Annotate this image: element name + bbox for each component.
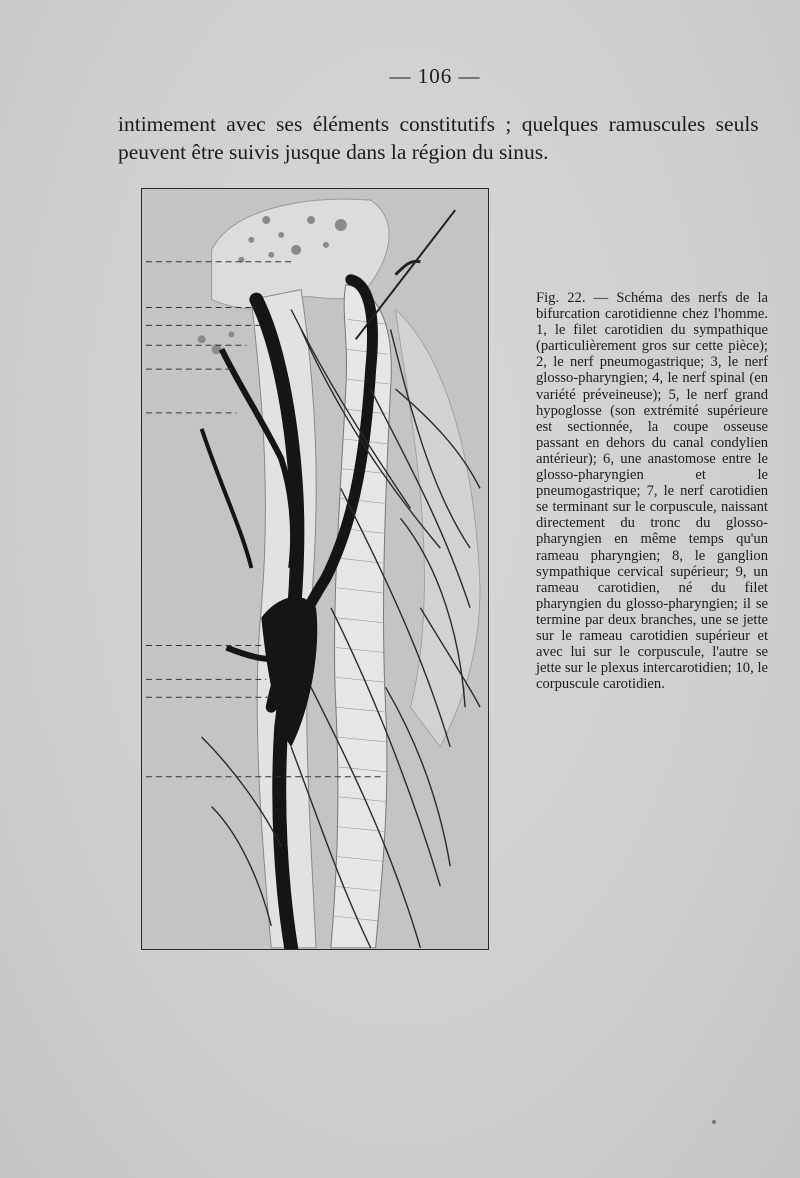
body-line-1: intimement avec ses éléments constitutifs ; quelques ramuscules seuls: [118, 112, 759, 136]
page-number: — 106 —: [389, 64, 481, 88]
figure-caption: [536, 290, 768, 692]
nerve-diagram: [142, 189, 488, 949]
body-line-2: peuvent être suivis jusque dans la région du sinus.: [118, 140, 549, 164]
caption-label: Fig. 22.: [536, 290, 586, 306]
anatomical-figure: [141, 188, 489, 950]
paper-speck: [712, 1120, 716, 1124]
caption-text: — Schéma des nerfs de la bifurcation carotidienne chez l'homme. 1, le filet carotidien du sympathique (particulièrement gros sur cette pièce); 2, le nerf pneumogastrique; 3, le nerf glosso-pharyngien; 4, le nerf spinal (en variété préveineuse); 5, le nerf grand hypoglosse (son extrémité supérieure est sectionnée, la coupe osseuse passant en dehors du canal condylien antérieur); 6, une anastomose entre le glosso-pharyngien et le pneumogastrique; 7, le nerf carotidien se terminant sur le corpuscule, naissant directement du tronc du glosso-pharyngien en même temps qu'un rameau pharyngien; 8, le ganglion sympathique cervical supérieur; 9, un rameau carotidien, né du filet pharyngien du glosso-pharyngien; il se termine par deux branches, une se jette sur le rameau carotidien supérieur et avec lui sur le corpuscule, l'autre se jette sur le plexus intercarotidien; 10, le corpuscule carotidien.: [536, 290, 768, 693]
body-paragraph: [118, 110, 758, 166]
